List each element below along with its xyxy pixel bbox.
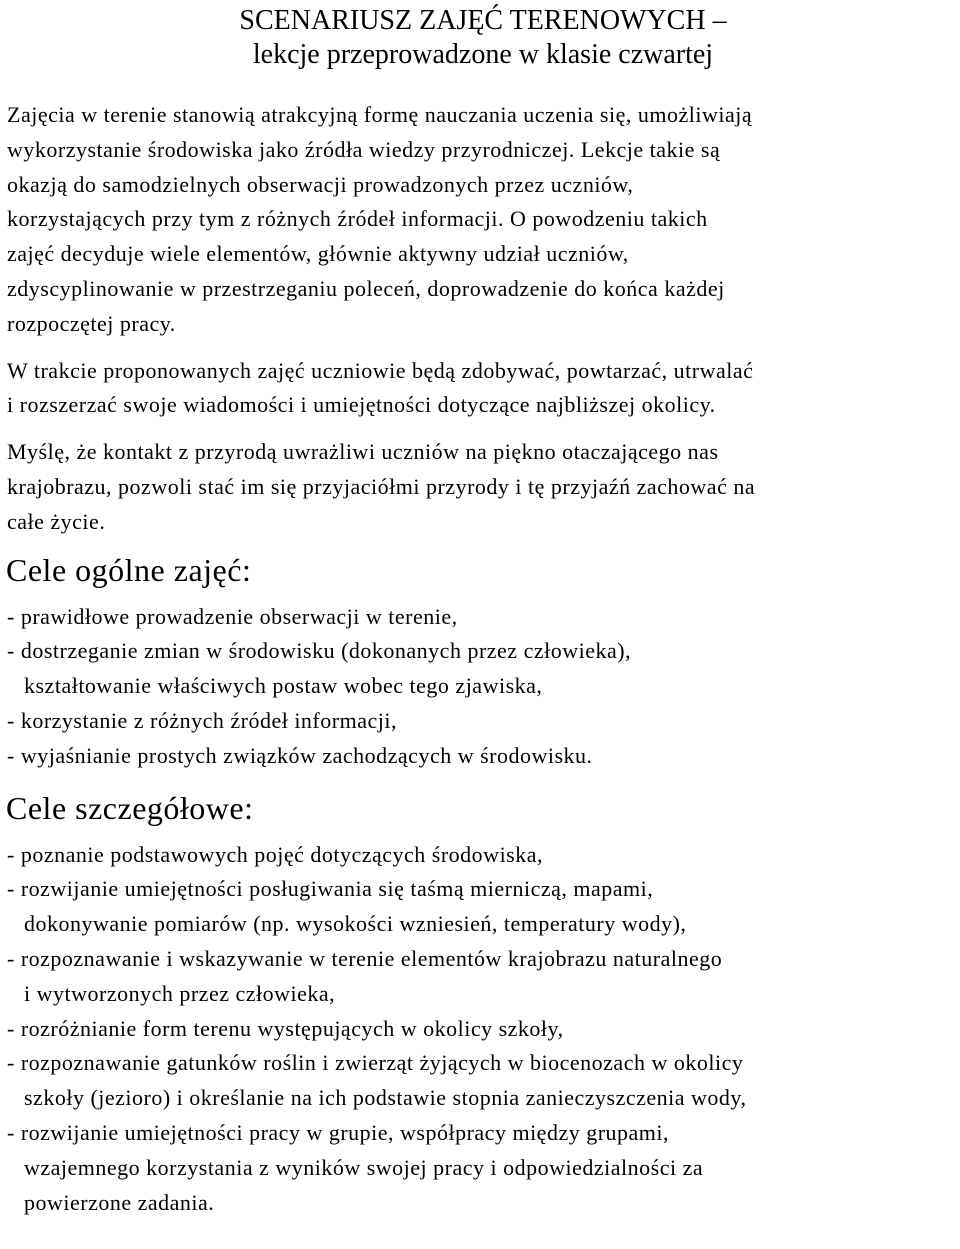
list-item bbox=[7, 838, 960, 873]
list-item-text: - dostrzeganie zmian w środowisku (dokonanych przez człowieka), bbox=[7, 638, 632, 664]
list-item bbox=[7, 1012, 960, 1047]
list-item-text: - wyjaśnianie prostych związków zachodzących w środowisku. bbox=[7, 742, 593, 768]
list-item-continuation: powierzone zadania. bbox=[24, 1189, 215, 1215]
list-item bbox=[7, 1116, 960, 1220]
skills-paragraph bbox=[7, 354, 960, 424]
title-line-1: SCENARIUSZ ZAJĘĆ TERENOWYCH – bbox=[239, 5, 727, 36]
list-item bbox=[7, 739, 960, 774]
document-title bbox=[0, 4, 960, 72]
skills-line: W trakcie proponowanych zajęć uczniowie będą zdobywać, powtarzać, utrwalać bbox=[7, 357, 754, 383]
list-item-text: - korzystanie z różnych źródeł informacji, bbox=[7, 707, 397, 733]
specific-goals-list bbox=[0, 838, 960, 1221]
list-item-text: - prawidłowe prowadzenie obserwacji w terenie, bbox=[7, 603, 458, 629]
intro-line: rozpoczętej pracy. bbox=[7, 310, 176, 336]
list-item bbox=[7, 942, 960, 1012]
skills-line: i rozszerzać swoje wiadomości i umiejętności dotyczące najbliższej okolicy. bbox=[7, 392, 716, 418]
list-item bbox=[7, 634, 960, 704]
list-item-continuation: dokonywanie pomiarów (np. wysokości wzniesień, temperatury wody), bbox=[24, 911, 687, 937]
list-item-text: - rozpoznawanie i wskazywanie w terenie elementów krajobrazu naturalnego bbox=[7, 945, 723, 971]
nature-paragraph bbox=[7, 435, 960, 539]
list-item bbox=[7, 704, 960, 739]
list-item-text: - rozpoznawanie gatunków roślin i zwierząt żyjących w biocenozach w okolicy bbox=[7, 1050, 744, 1076]
title-line-2: lekcje przeprowadzone w klasie czwartej bbox=[252, 39, 714, 70]
list-item-text: - poznanie podstawowych pojęć dotyczących środowiska, bbox=[7, 841, 544, 867]
list-item-text: - rozwijanie umiejętności pracy w grupie, współpracy między grupami, bbox=[7, 1119, 670, 1145]
list-item bbox=[7, 600, 960, 635]
intro-line: wykorzystanie środowiska jako źródła wiedzy przyrodniczej. Lekcje takie są bbox=[7, 136, 721, 162]
list-item-continuation: i wytworzonych przez człowieka, bbox=[24, 980, 336, 1006]
nature-line: krajobrazu, pozwoli stać im się przyjaciółmi przyrody i tę przyjaźń zachować na bbox=[7, 473, 756, 499]
nature-line: całe życie. bbox=[7, 508, 106, 534]
general-goals-heading: Cele ogólne zajęć: bbox=[6, 551, 252, 588]
intro-line: okazją do samodzielnych obserwacji prowadzonych przez uczniów, bbox=[7, 171, 634, 197]
intro-paragraph bbox=[7, 98, 960, 342]
intro-line: zajęć decyduje wiele elementów, głównie aktywny udział uczniów, bbox=[7, 241, 629, 267]
specific-goals-heading: Cele szczegółowe: bbox=[6, 789, 254, 826]
list-item-text: - rozwijanie umiejętności posługiwania się taśmą mierniczą, mapami, bbox=[7, 876, 654, 902]
nature-line: Myślę, że kontakt z przyrodą uwrażliwi uczniów na piękno otaczającego nas bbox=[7, 439, 719, 465]
intro-line: zdyscyplinowanie w przestrzeganiu poleceń, doprowadzenie do końca każdej bbox=[7, 275, 725, 301]
list-item-continuation: wzajemnego korzystania z wyników swojej pracy i odpowiedzialności za bbox=[24, 1154, 704, 1180]
list-item-continuation: kształtowanie właściwych postaw wobec tego zjawiska, bbox=[24, 673, 543, 699]
list-item-text: - rozróżnianie form terenu występujących w okolicy szkoły, bbox=[7, 1015, 564, 1041]
general-goals-list bbox=[0, 600, 960, 774]
list-item bbox=[7, 1046, 960, 1116]
list-item bbox=[7, 872, 960, 942]
intro-line: Zajęcia w terenie stanowią atrakcyjną formę nauczania uczenia się, umożliwiają bbox=[7, 102, 753, 127]
intro-line: korzystających przy tym z różnych źródeł informacji. O powodzeniu takich bbox=[7, 206, 708, 232]
list-item-continuation: szkoły (jezioro) i określanie na ich podstawie stopnia zanieczyszczenia wody, bbox=[24, 1085, 747, 1111]
